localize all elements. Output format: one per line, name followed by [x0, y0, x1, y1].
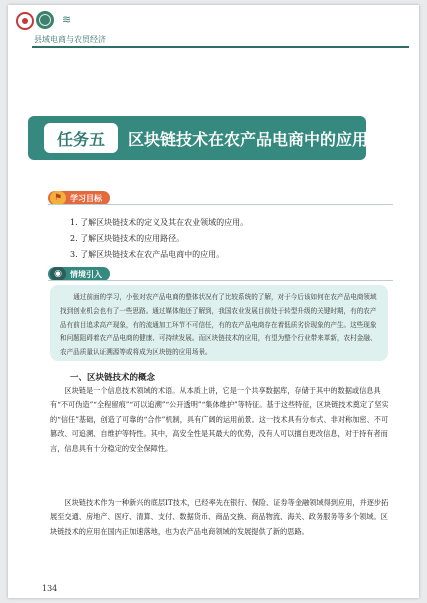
scenario-intro-tag	[48, 267, 110, 281]
document-page	[8, 5, 419, 598]
running-header-title: 县域电商与农贸经济	[34, 35, 106, 44]
chapter-title: 区块链技术在农产品电商中的应用	[128, 130, 369, 149]
chapter-task-label: 任务五	[42, 121, 120, 155]
divider	[48, 204, 393, 205]
globe-icon	[36, 11, 54, 29]
publisher-logo-icon	[16, 12, 34, 30]
signal-icon: ≋	[62, 13, 72, 26]
learning-goals-tag	[48, 191, 110, 205]
body-paragraph: 区块链是一个信息技术领域的术语。从本质上讲，它是一个共享数据库，存储于其中的数据或信息具有“不可伪造”“全程留痕”“可以追溯”“公开透明”“集体维护”等特征。基于这些特征，区块链技术奠定了坚实的“信任”基础，创造了可靠的“合作”机制，具有广阔的运用前景。这一技术具有分布式、非对称加密、不可篡改、可追溯、自维护等特性。其中，高安全性是其最大的优势，没有人可以擅自更改信息，对于持有者而言，信息具有十分稳定的安全保障性。	[50, 386, 389, 453]
body-paragraph: 区块链技术作为一种新兴的底层IT技术，已经率先在银行、保险、证券等金融领域得到应用，并逐步拓展至交通、房地产、医疗、清算、支付、数据货币、商品交换、商品物流、海关、政务服务等多个领域。区块链技术的应用在国内正加速落地，也为农产品电商领域的发展提供了新的思路。	[50, 498, 389, 536]
scenario-intro-text: 通过前面的学习，小张对农产品电商的整体状况有了比较系统的了解，对于今后该如何在农产品电商领域找到创业机会也有了一些思路。通过媒体他还了解到，我国农业发展目前处于转型升级的关键时期，有的农产品有前目追求高产现象，有的流通加工环节不可信任，有的农产品电商存在着低质劣价现象的产生。这些现象和问题阻碍着农产品电商的健康、可持续发展。而区块链技术的应用，有望为整个行业带来革新，农村金融、农产品质量认证溯源等或将成为区块链的应用场景。	[50, 285, 388, 361]
flag-icon: ⚑	[50, 191, 66, 205]
header-divider	[32, 46, 409, 48]
divider	[48, 280, 393, 281]
scenario-intro-label: 情境引入	[70, 269, 102, 279]
list-item: 2. 了解区块链技术的应用路径。	[70, 234, 185, 243]
list-item: 1. 了解区块链技术的定义及其在农业领域的应用。	[70, 218, 249, 227]
page-number: 134	[42, 584, 58, 593]
learning-goals-list	[70, 215, 248, 263]
learning-goals-label: 学习目标	[70, 193, 102, 203]
section-heading: 一、区块链技术的概念	[70, 373, 156, 383]
camera-icon: ◉	[50, 267, 66, 281]
list-item: 3. 了解区块链技术在农产品电商中的应用。	[70, 250, 225, 259]
